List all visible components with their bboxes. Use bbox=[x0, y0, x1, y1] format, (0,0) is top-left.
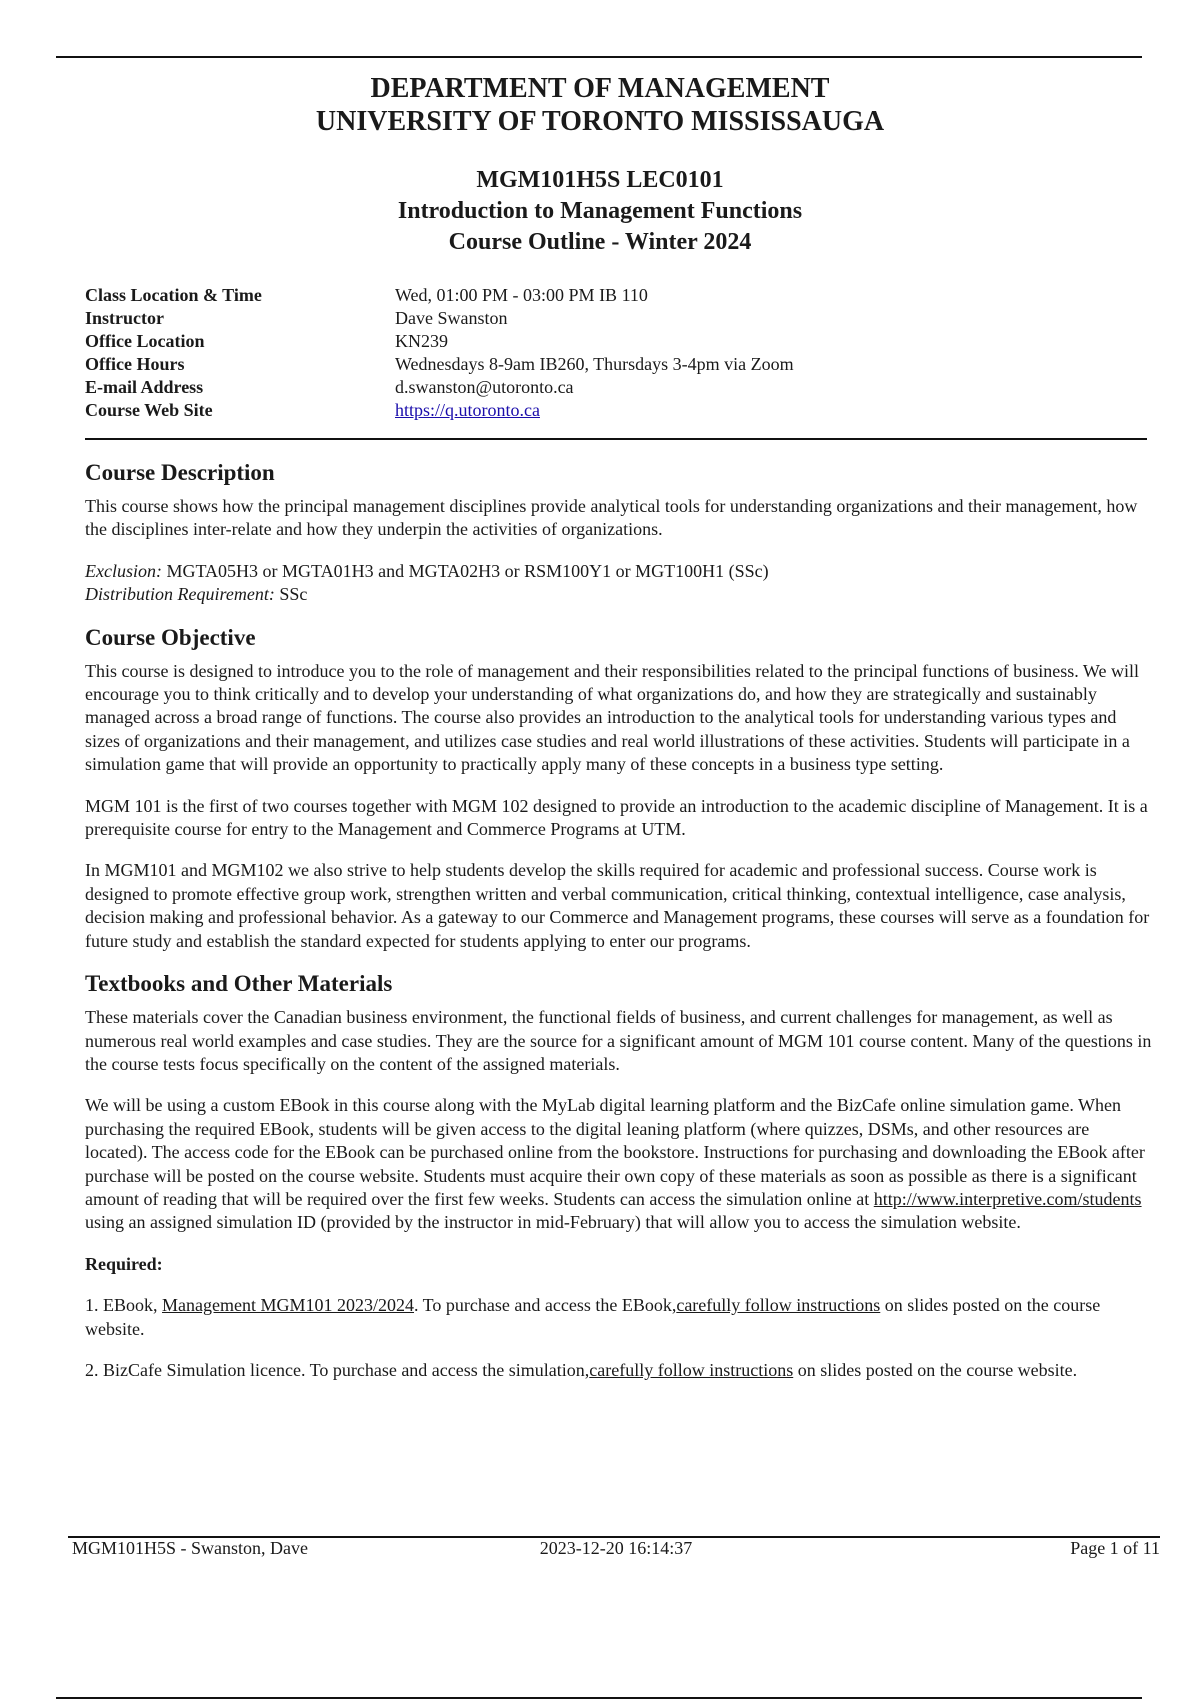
course-info-table bbox=[85, 284, 1085, 422]
text-span: using an assigned simulation ID (provided by the instructor in mid-February) that will allow you to access the simulation website. bbox=[85, 1212, 1021, 1233]
page-footer bbox=[72, 1538, 1160, 1559]
info-divider bbox=[85, 438, 1147, 440]
info-label: Instructor bbox=[85, 308, 164, 328]
info-row-office-location bbox=[85, 330, 1085, 353]
required-label: Required: bbox=[85, 1253, 163, 1274]
next-page-rule bbox=[56, 1697, 1142, 1699]
course-website-link[interactable]: https://q.utoronto.ca bbox=[395, 400, 540, 420]
footer-timestamp: 2023-12-20 16:14:37 bbox=[539, 1538, 693, 1558]
ebook-title: Management MGM101 2023/2024 bbox=[162, 1295, 414, 1316]
text-span: 1. EBook, bbox=[85, 1295, 163, 1316]
info-row-instructor bbox=[85, 307, 1085, 330]
textbooks-paragraph-1: These materials cover the Canadian business environment, the functional fields of business, and current challenges for management, as well as numerous real world examples and case studies. They are the source for a significant amount of MGM 101 course content. Many of the questions in the course tests focus specifically on the content of the assigned materials. bbox=[85, 1007, 1152, 1074]
university-title: UNIVERSITY OF TORONTO MISSISSAUGA bbox=[315, 106, 885, 137]
info-value: d.swanston@utoronto.ca bbox=[395, 377, 574, 397]
top-rule bbox=[56, 56, 1142, 58]
text-span: . To purchase and access the EBook, bbox=[414, 1295, 677, 1316]
info-value: Dave Swanston bbox=[395, 308, 508, 328]
section-heading-textbooks: Textbooks and Other Materials bbox=[85, 971, 393, 997]
textbooks-paragraph-2 bbox=[85, 1094, 1153, 1234]
footer-course-instructor: MGM101H5S - Swanston, Dave bbox=[72, 1538, 308, 1558]
info-row-location bbox=[85, 284, 1085, 307]
text-span: 2. BizCafe Simulation licence. To purchase and access the simulation, bbox=[85, 1359, 590, 1380]
simulation-link[interactable]: http://www.interpretive.com/students bbox=[873, 1188, 1142, 1209]
main-content bbox=[85, 460, 1153, 1382]
info-row-website bbox=[85, 399, 1085, 422]
course-code: MGM101H5S LEC0101 bbox=[476, 167, 724, 193]
instructions-link-ebook[interactable]: carefully follow instructions bbox=[676, 1295, 881, 1316]
info-value: KN239 bbox=[395, 331, 448, 351]
instructions-link-bizcafe[interactable]: carefully follow instructions bbox=[589, 1359, 794, 1380]
info-label: E-mail Address bbox=[85, 377, 204, 397]
info-row-office-hours bbox=[85, 353, 1085, 376]
info-row-email bbox=[85, 376, 1085, 399]
info-value: Wednesdays 8-9am IB260, Thursdays 3-4pm via Zoom bbox=[395, 354, 794, 374]
objective-paragraph-2: MGM 101 is the first of two courses together with MGM 102 designed to provide an introduction to the academic discipline of Management. It is a prerequisite course for entry to the Management and Commerce Programs at UTM. bbox=[85, 795, 1148, 840]
info-value: Wed, 01:00 PM - 03:00 PM IB 110 bbox=[395, 285, 648, 305]
exclusion-block bbox=[85, 560, 1153, 607]
distribution-value: SSc bbox=[274, 584, 308, 605]
required-item-ebook bbox=[85, 1294, 1153, 1341]
description-text: This course shows how the principal management disciplines provide analytical tools for understanding organizations and their management, how the disciplines inter-relate and how they underpin the activities of organizations. bbox=[85, 496, 1138, 540]
info-label: Course Web Site bbox=[85, 400, 213, 420]
info-label: Class Location & Time bbox=[85, 285, 262, 305]
section-heading-description: Course Description bbox=[85, 460, 275, 485]
info-label: Office Location bbox=[85, 331, 205, 351]
department-title: DEPARTMENT OF MANAGEMENT bbox=[370, 73, 830, 104]
course-outline-title: Course Outline - Winter 2024 bbox=[448, 229, 752, 255]
footer-page-number: Page 1 of 11 bbox=[1070, 1538, 1161, 1558]
section-heading-objective: Course Objective bbox=[85, 624, 256, 650]
exclusion-label: Exclusion: bbox=[85, 560, 162, 581]
required-item-bizcafe bbox=[85, 1359, 1153, 1382]
text-span: on slides posted on the course website. bbox=[85, 1295, 1101, 1339]
text-span: on slides posted on the course website. bbox=[793, 1359, 1078, 1380]
text-span: We will be using a custom EBook in this course along with the MyLab digital learning platform and the BizCafe online simulation game. When purchasing the required EBook, students will be given access to the digital leaning platform (where quizzes, DSMs, and other resources are located). The access code for the EBook can be purchased online from the bookstore. Instructions for purchasing and downloading the EBook after purchase will be posted on the course website. Students must acquire their own copy of these materials as soon as possible as there is a significant amount of reading that will be required over the first few weeks. Students can access the simulation online at bbox=[85, 1095, 1145, 1209]
course-name: Introduction to Management Functions bbox=[397, 198, 803, 224]
objective-paragraph-3: In MGM101 and MGM102 we also strive to help students develop the skills required for academic and professional success. Course work is designed to promote effective group work, strengthen written and verbal communication, critical thinking, contextual intelligence, case analysis, decision making and professional behavior. As a gateway to our Commerce and Management programs, these courses will serve as a foundation for future study and establish the standard expected for students applying to enter our programs. bbox=[85, 860, 1150, 951]
objective-paragraph-1: This course is designed to introduce you to the role of management and their responsibilities related to the principal functions of business. We will encourage you to think critically and to develop your understanding of what organizations do, and how they are strategically and sustainably managed across a broad range of functions. The course also provides an introduction to the analytical tools for understanding various types and sizes of organizations and their management, and utilizes case studies and real world illustrations of these activities. Students will participate in a simulation game that will provide an opportunity to practically apply many of these concepts in a business type setting. bbox=[85, 660, 1139, 775]
distribution-label: Distribution Requirement: bbox=[85, 584, 275, 605]
exclusion-value: MGTA05H3 or MGTA01H3 and MGTA02H3 or RSM100Y1 or MGT100H1 (SSc) bbox=[161, 560, 769, 581]
info-label: Office Hours bbox=[85, 354, 185, 374]
